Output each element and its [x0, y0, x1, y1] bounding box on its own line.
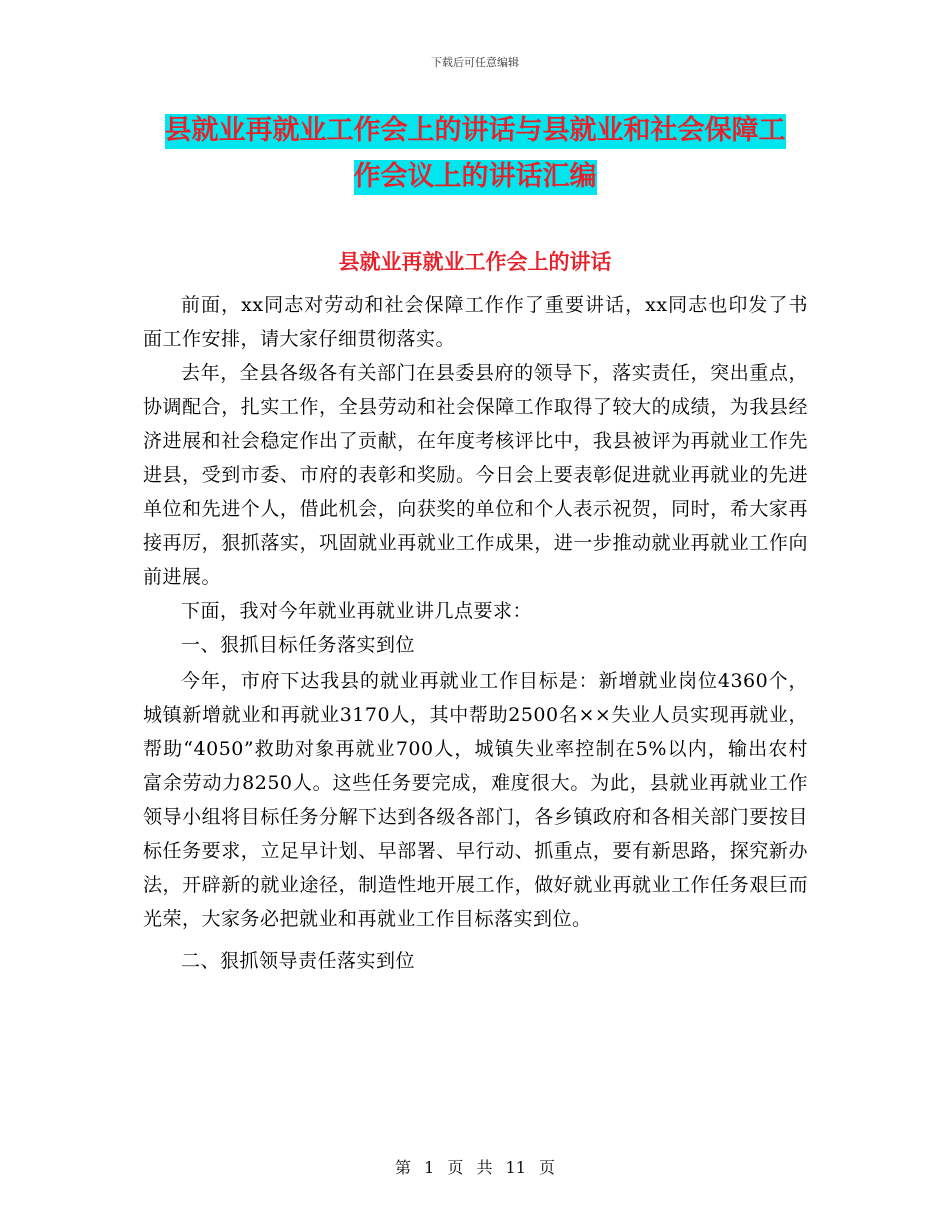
- document-title-line-1: [0, 108, 950, 154]
- document-body: [143, 288, 808, 978]
- title-highlight-1: 县就业再就业工作会上的讲话与县就业和社会保障工: [165, 114, 786, 149]
- paragraph: 下面，我对今年就业再就业讲几点要求：: [181, 600, 533, 622]
- paragraph: 去年，全县各级各有关部门在县委县府的领导下，落实责任，突出重点，协调配合，扎实工作，全县劳动和社会保障工作取得了较大的成绩，为我县经济进展和社会稳定作出了贡献，在年度考核评比中，我县被评为再就业工作先进县，受到市委、市府的表彰和奖励。今日会上要表彰促进就业再就业的先进单位和先进个人，借此机会，向获奖的单位和个人表示祝贺，同时，希大家再接再厉，狠抓落实，巩固就业再就业工作成果，进一步推动就业再就业工作向前进展。: [143, 362, 808, 588]
- paragraph-heading: 二、狠抓领导责任落实到位: [181, 950, 416, 972]
- paragraph-heading: 一、狠抓目标任务落实到位: [181, 634, 416, 656]
- title-highlight-2: 作会议上的讲话汇编: [354, 160, 597, 195]
- document-title-line-2: [0, 154, 950, 200]
- paragraph: 前面，xx同志对劳动和社会保障工作作了重要讲话，xx同志也印发了书面工作安排，请大家仔细贯彻落实。: [143, 294, 808, 350]
- page-number: 第 1 页 共 11 页: [395, 1158, 555, 1177]
- section-title: 县就业再就业工作会上的讲话: [338, 249, 612, 274]
- paragraph: 今年，市府下达我县的就业再就业工作目标是：新增就业岗位4360个，城镇新增就业和再就业3170人，其中帮助2500名××失业人员实现再就业，帮助“4050”救助对象再就业700人，城镇失业率控制在5%以内，输出农村富余劳动力8250人。这些任务要完成，难度很大。为此，县就业再就业工作领导小组将目标任务分解下达到各级各部门，各乡镇政府和各相关部门要按目标任务要求，立足早计划、早部署、早行动、抓重点，要有新思路，探究新办法，开辟新的就业途径，制造性地开展工作，做好就业再就业工作任务艰巨而光荣，大家务必把就业和再就业工作目标落实到位。: [143, 670, 808, 930]
- page-header-note: 下载后可任意编辑: [431, 56, 519, 69]
- document-title: [0, 108, 950, 200]
